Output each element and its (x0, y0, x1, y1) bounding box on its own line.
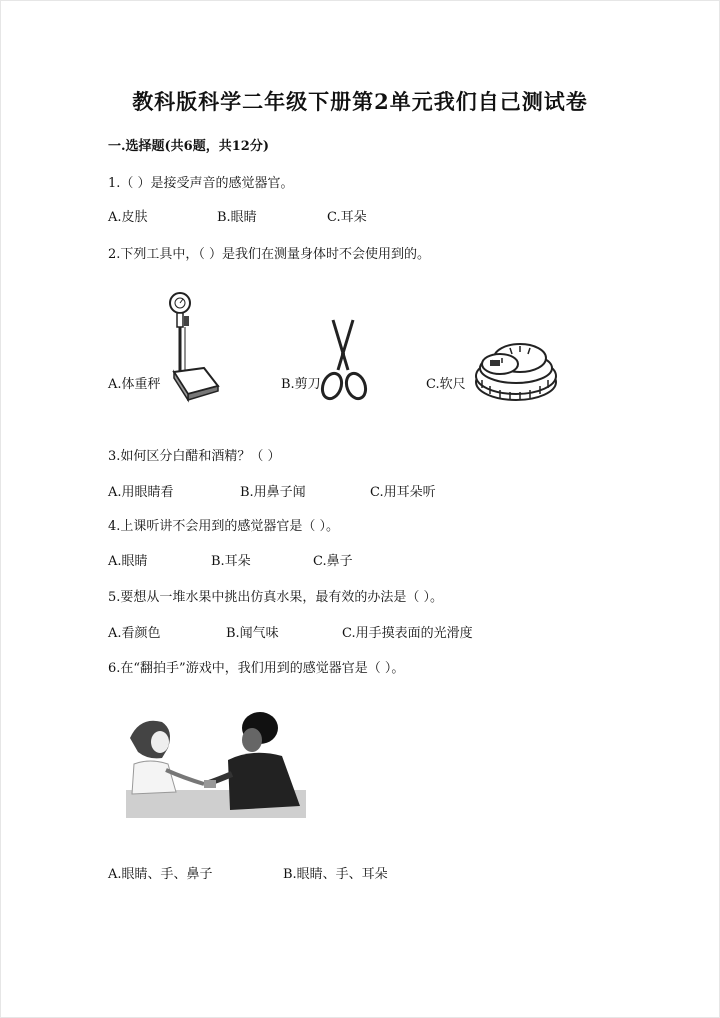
question-2-stem: 2.下列工具中，（ ）是我们在测量身体时不会使用到的。 (108, 247, 431, 262)
question-4-stem: 4.上课听讲不会用到的感觉器官是（ ）。 (108, 519, 340, 534)
question-1-option-c: C.耳朵 (327, 210, 367, 225)
page-title: 教科版科学二年级下册第2单元我们自己测试卷 (132, 89, 588, 114)
question-6-option-b: B.眼睛、手、耳朵 (283, 867, 388, 882)
question-4-option-a: A.眼睛 (108, 554, 148, 569)
question-4-option-c: C.鼻子 (313, 554, 353, 569)
question-4-option-b: B.耳朵 (211, 554, 251, 569)
children-clapping-illustration (122, 708, 312, 820)
question-3-option-b: B.用鼻子闻 (240, 485, 306, 500)
question-5-stem: 5.要想从一堆水果中挑出仿真水果，最有效的办法是（ ）。 (108, 590, 444, 605)
question-3-stem: 3.如何区分白醋和酒精？（ ） (108, 449, 281, 464)
scissors-icon (318, 318, 370, 404)
question-5-option-a: A.看颜色 (108, 626, 161, 641)
question-1-stem: 1.（ ）是接受声音的感觉器官。 (108, 176, 294, 191)
section-heading: 一.选择题(共6题，共12分) (108, 139, 269, 154)
question-3-option-a: A.用眼睛看 (108, 485, 174, 500)
question-1-option-b: B.眼睛 (217, 210, 257, 225)
question-1-option-a: A.皮肤 (108, 210, 148, 225)
question-5-option-b: B.闻气味 (226, 626, 279, 641)
question-2-option-a: A.体重秤 (108, 377, 161, 392)
scale-icon (160, 290, 222, 408)
question-6-stem: 6.在“翻拍手”游戏中，我们用到的感觉器官是（ ）。 (108, 661, 405, 676)
question-3-option-c: C.用耳朵听 (370, 485, 436, 500)
tape-measure-icon (470, 332, 560, 406)
question-2-option-c: C.软尺 (426, 377, 466, 392)
question-6-option-a: A.眼睛、手、鼻子 (108, 867, 213, 882)
question-2-option-b: B.剪刀 (281, 377, 321, 392)
question-5-option-c: C.用手摸表面的光滑度 (342, 626, 473, 641)
